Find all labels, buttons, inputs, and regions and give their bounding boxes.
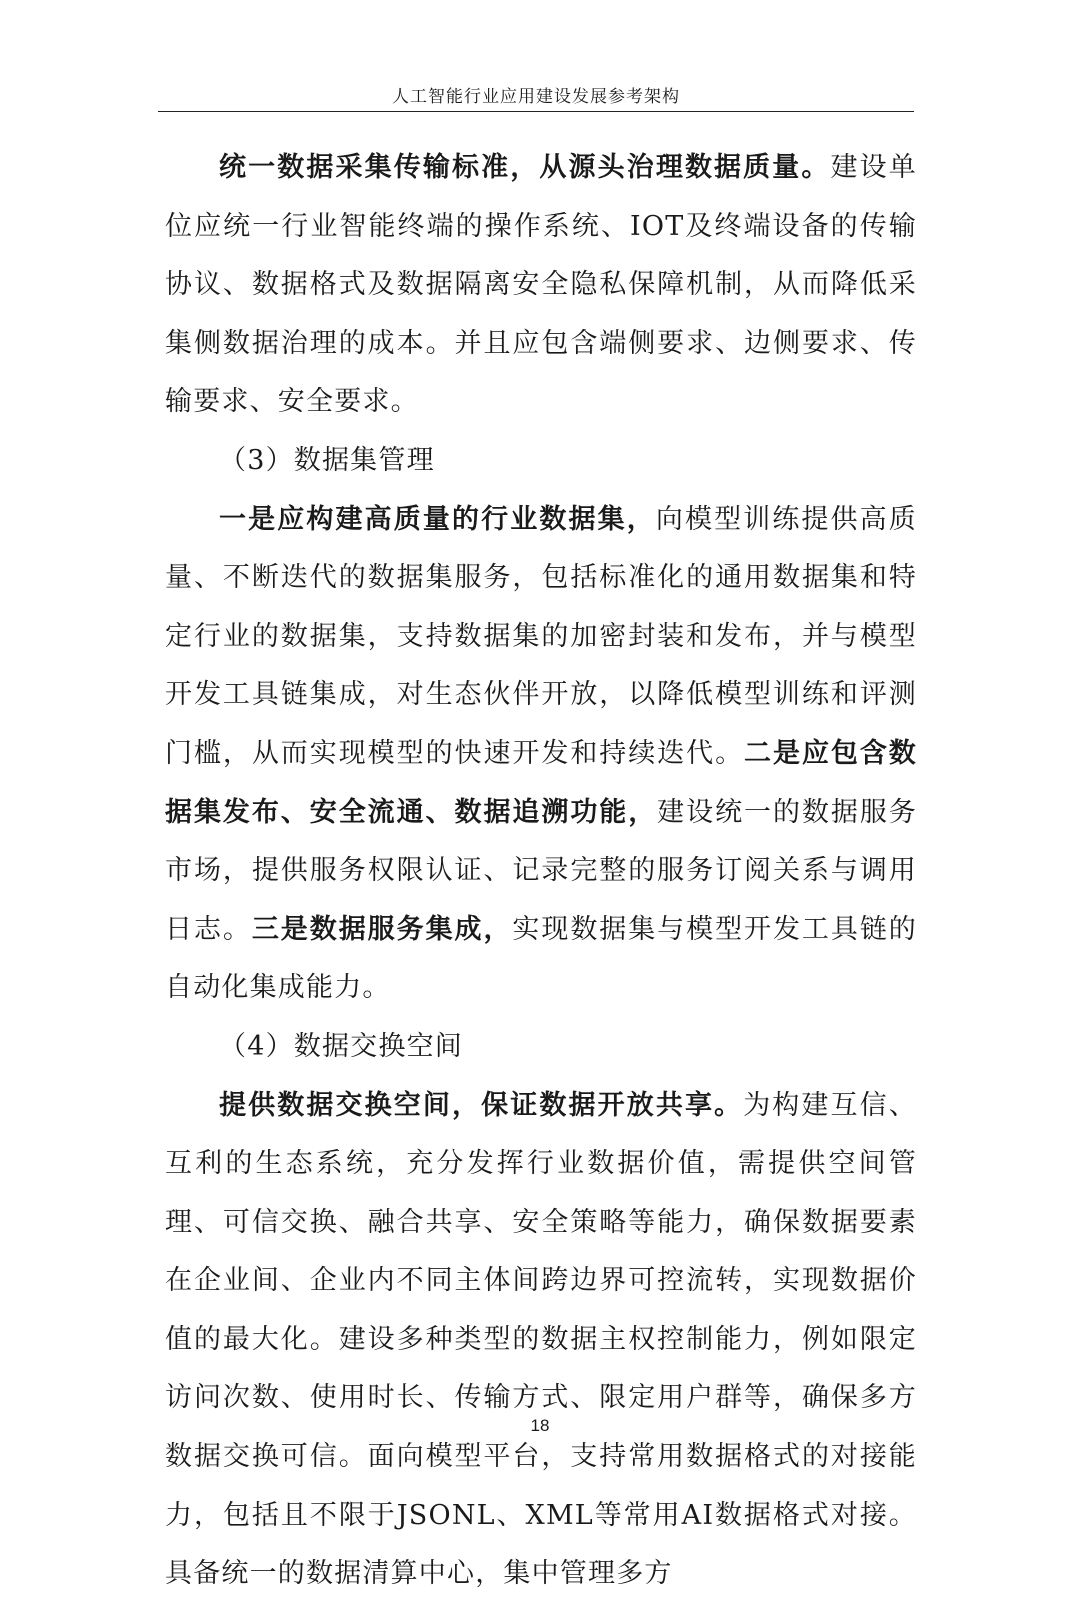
paragraph-lead: 二是应包含数据集发布、安全流通、数据追溯功能， — [165, 737, 918, 828]
paragraph-lead: 提供数据交换空间，保证数据开放共享。 — [219, 1089, 744, 1121]
document-body — [165, 139, 917, 1604]
paragraph-text: 为构建互信、互利的生态系统，充分发挥行业数据价值，需提供空间管理、可信交换、融合共享、安全策略等能力，确保数据要素在企业间、企业内不同主体间跨边界可控流转，实现数据价值的最大化。建设多种类型的数据主权控制能力，例如限定访问次数、使用时长、传输方式、限定用户群等，确保多方数据交换可信。面向模型平台，支持常用数据格式的对接能力，包括且不限于JSONL、XML等常用AI数据格式对接。具备统一的数据清算中心，集中管理多方 — [165, 1089, 917, 1590]
paragraph-text: 建设单位应统一行业智能终端的操作系统、IOT及终端设备的传输协议、数据格式及数据隔离安全隐私保障机制，从而降低采集侧数据治理的成本。并且应包含端侧要求、边侧要求、传输要求、安全要求。 — [165, 152, 917, 418]
paragraph-text: 建设统一的数据服务市场，提供服务权限认证、记录完整的服务订阅关系与调用日志。 — [165, 796, 917, 945]
section-heading-data-exchange-space: （4）数据交换空间 — [219, 1030, 463, 1062]
section-heading-dataset-management: （3）数据集管理 — [219, 444, 435, 476]
paragraph-data-collection — [165, 139, 917, 432]
paragraph-text: 向模型训练提供高质量、不断迭代的数据集服务，包括标准化的通用数据集和特定行业的数据集，支持数据集的加密封装和发布，并与模型开发工具链集成，对生态伙伴开放，以降低模型训练和评测门槛，从而实现模型的快速开发和持续迭代。 — [165, 503, 917, 769]
paragraph-data-exchange — [165, 1077, 917, 1604]
paragraph-lead: 三是数据服务集成， — [251, 913, 513, 945]
paragraph-text: 实现数据集与模型开发工具链的自动化集成能力。 — [165, 913, 917, 1004]
page-header: 人工智能行业应用建设发展参考架构 — [392, 87, 680, 107]
paragraph-lead: 一是应构建高质量的行业数据集， — [219, 503, 656, 535]
paragraph-dataset-management — [165, 491, 917, 1018]
paragraph-lead: 统一数据采集传输标准，从源头治理数据质量。 — [219, 152, 831, 183]
header-divider — [158, 111, 914, 112]
page-number: 18 — [530, 1416, 550, 1435]
